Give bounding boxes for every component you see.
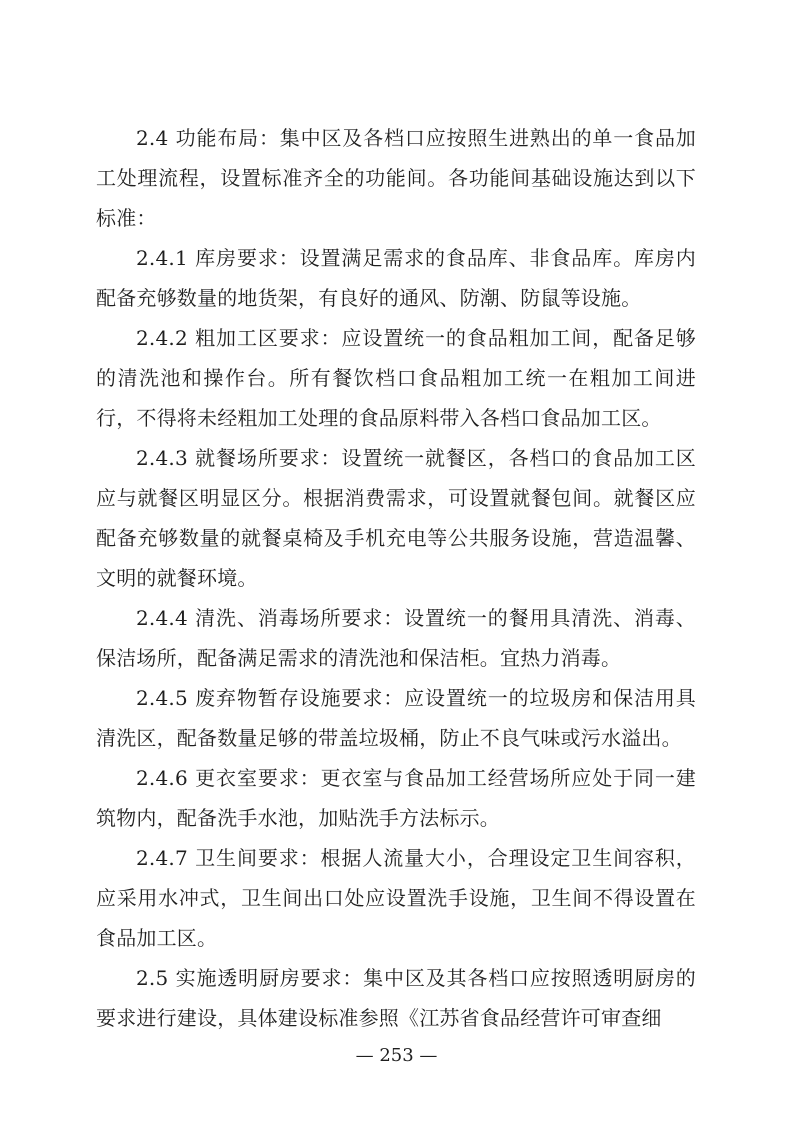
paragraph-2-4-3: 2.4.3 就餐场所要求：设置统一就餐区，各档口的食品加工区应与就餐区明显区分。根据消费需求，可设置就餐包间。就餐区应配备充够数量的就餐桌椅及手机充电等公共服务设施，营造温馨、文明的就餐环境。: [96, 446, 696, 590]
paragraph-2-5: 2.5 实施透明厨房要求：集中区及其各档口应按照透明厨房的要求进行建设，具体建设标准参照《江苏省食品经营许可审查细: [96, 966, 696, 1030]
paragraph-2-4-4: 2.4.4 清洗、消毒场所要求：设置统一的餐用具清洗、消毒、保洁场所，配备满足需求的清洗池和保洁柜。宜热力消毒。: [96, 606, 696, 670]
paragraph-2-4-2: 2.4.2 粗加工区要求：应设置统一的食品粗加工间，配备足够的清洗池和操作台。所有餐饮档口食品粗加工统一在粗加工间进行，不得将未经粗加工处理的食品原料带入各档口食品加工区。: [96, 326, 696, 430]
document-body: [96, 118, 696, 1038]
page-number: — 253 —: [355, 1045, 438, 1066]
paragraph-2-4-5: 2.4.5 废弃物暂存设施要求：应设置统一的垃圾房和保洁用具清洗区，配备数量足够的带盖垃圾桶，防止不良气味或污水溢出。: [96, 686, 696, 750]
paragraph-2-4-1: 2.4.1 库房要求：设置满足需求的食品库、非食品库。库房内配备充够数量的地货架，有良好的通风、防潮、防鼠等设施。: [96, 246, 696, 310]
paragraph-2-4-6: 2.4.6 更衣室要求：更衣室与食品加工经营场所应处于同一建筑物内，配备洗手水池，加贴洗手方法标示。: [96, 766, 696, 830]
paragraph-2-4: 2.4 功能布局：集中区及各档口应按照生进熟出的单一食品加工处理流程，设置标准齐全的功能间。各功能间基础设施达到以下标准：: [96, 126, 696, 230]
paragraph-2-4-7: 2.4.7 卫生间要求：根据人流量大小，合理设定卫生间容积，应采用水冲式，卫生间出口处应设置洗手设施，卫生间不得设置在食品加工区。: [96, 846, 696, 950]
